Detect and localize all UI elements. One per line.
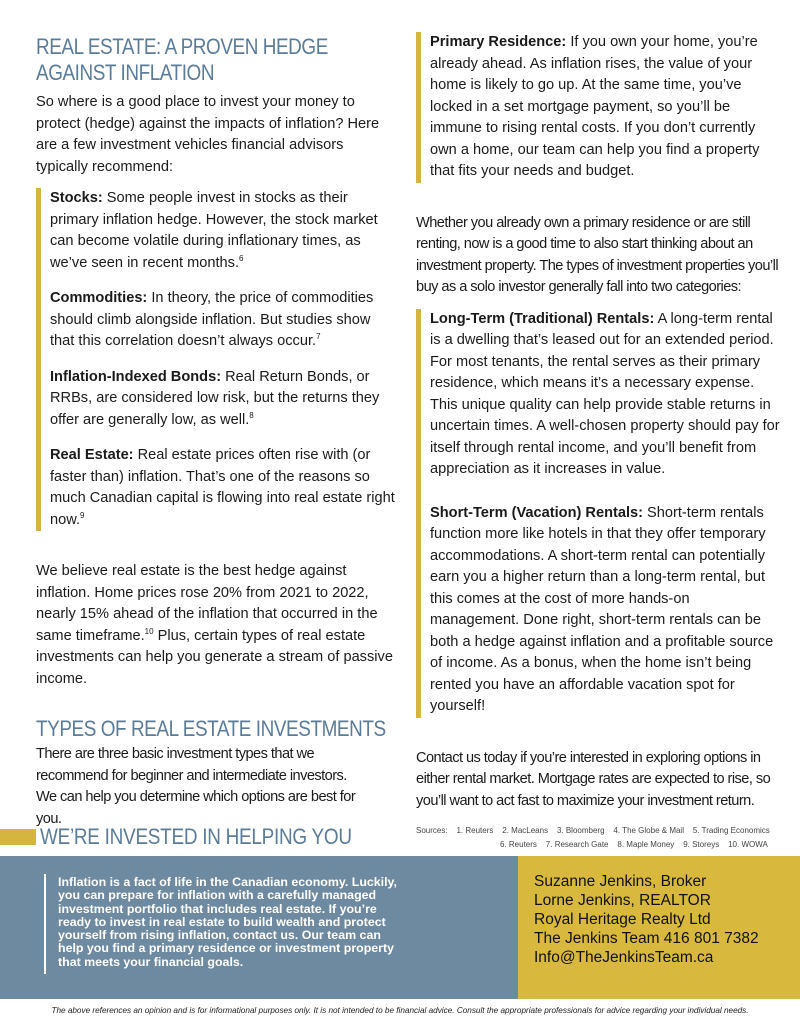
contact-line-broker: Suzanne Jenkins, Broker: [534, 873, 707, 890]
item-text: In theory, the price of commodities should climb alongside inflation. But studies show that this correlation doesn’t always occur.: [50, 290, 374, 349]
left-column: [36, 34, 398, 830]
types-paragraph: There are three basic investment types that we recommend for beginner and intermediate investors. We can help you determine which options are best for you.: [36, 746, 356, 827]
item-text: Real Return Bonds, or RRBs, are considered low risk, but the returns they offer are generally low, as well.: [50, 368, 380, 428]
list-item-bonds: [50, 367, 398, 432]
footnote-ref: 7: [316, 332, 321, 342]
belief-paragraph: [36, 561, 398, 690]
divider: [44, 874, 46, 974]
contact-details: [534, 872, 759, 967]
intro-paragraph: So where is a good place to invest your money to protect (hedge) against the impacts of inflation? Here are a few investment vehicles financial advisors typically recommend:: [36, 94, 380, 175]
list-item-short-term: [430, 503, 782, 718]
item-text: If you own your home, you’re already ahead. As inflation rises, the value of your home is likely to go up. At the same time, you’ve locked in a set mortgage payment, so you’ll be immune to rising rental costs. If you don’t currently own a home, our team can help you find a property that fits your needs and budget.: [430, 34, 760, 179]
contact-paragraph: Contact us today if you’re interested in exploring options in either rental market. Mortgage rates are expected to rise, so you’ll want to act fast to maximize your investment return.: [416, 749, 771, 809]
belief-text-a: We believe real estate is the best hedge against inflation. Home prices rose 20% from 2021 to 2022, nearly 15% ahead of the inflation that occurred in the same timeframe.: [36, 563, 378, 644]
helping-title: WE’RE INVESTED IN HELPING YOU: [40, 824, 352, 849]
contact-line-email[interactable]: Info@TheJenkinsTeam.ca: [534, 949, 714, 966]
rental-types-list: [416, 309, 782, 718]
item-label: Long-Term (Traditional) Rentals:: [430, 310, 655, 327]
item-label: Short-Term (Vacation) Rentals:: [430, 504, 643, 521]
heading-hedge-line2: AGAINST INFLATION: [36, 60, 215, 85]
item-label: Real Estate:: [50, 447, 134, 463]
heading-types: TYPES OF REAL ESTATE INVESTMENTS: [36, 716, 386, 741]
vehicles-list: [36, 188, 398, 531]
footer-message: Inflation is a fact of life in the Canadian economy. Luckily, you can prepare for inflation with a carefully managed investment portfolio that includes real estate. If you’re ready to invest in real estate to build wealth and protect yourself from rising inflation, contact us. Our team can help you find a primary residence or investment property that meets your financial goals.: [58, 875, 397, 969]
sources-list: [416, 824, 786, 852]
contact-line-realtor: Lorne Jenkins, REALTOR: [534, 892, 711, 909]
contact-line-brokerage: Royal Heritage Realty Ltd: [534, 911, 711, 928]
item-text: Real estate prices often rise with (or faster than) inflation. That’s one of the reasons so much Canadian capital is flowing into real estate right now.: [50, 447, 395, 528]
footnote-ref: 6: [239, 253, 244, 263]
contact-line-phone[interactable]: The Jenkins Team 416 801 7382: [534, 930, 759, 947]
sources-row-2: 6. Reuters 7. Research Gate 8. Maple Money 9. Storeys 10. WOWA: [500, 840, 768, 849]
list-item-long-term: [430, 309, 782, 481]
list-item-commodities: [50, 288, 398, 353]
belief-text-b: Plus, certain types of real estate investments can help you generate a stream of passive income.: [36, 627, 393, 687]
whether-paragraph: Whether you already own a primary residence or are still renting, now is a good time to also start thinking about an investment property. The types of investment properties you’ll buy as a solo investor generally fall into two categories:: [416, 214, 779, 295]
primary-residence-item: [430, 32, 782, 183]
footer-contact-panel: [518, 856, 800, 999]
item-text: Some people invest in stocks as their primary inflation hedge. However, the stock market can become volatile during inflationary times, as we’ve seen in recent months.: [50, 190, 378, 271]
list-item-stocks: [50, 188, 398, 274]
item-text: Short-term rentals function more like hotels in that they offer temporary accommodations. A short-term rental can potentially earn you a higher return than a long-term rental, but this comes at the cost of more hands-on management. Done right, short-term rentals can be both a hedge against inflation and a profitable source of income. As a bonus, when the home isn’t being rented you have an affordable vacation spot for yourself!: [430, 504, 774, 714]
footnote-ref: 9: [80, 510, 85, 520]
footnote-ref: 10: [144, 626, 154, 636]
sources-row-1: Sources: 1. Reuters 2. MacLeans 3. Bloomberg 4. The Globe & Mail 5. Trading Economics: [416, 826, 770, 835]
footnote-ref: 8: [249, 410, 254, 420]
heading-hedge-line1: REAL ESTATE: A PROVEN HEDGE: [36, 34, 328, 59]
item-label: Inflation-Indexed Bonds:: [50, 368, 222, 385]
disclaimer: The above references an opinion and is for informational purposes only. It is not intended to be financial advice. Consult the appropriate professionals for advice regarding your individual needs.: [51, 1006, 749, 1015]
right-column: [416, 32, 782, 812]
item-label: Stocks:: [50, 190, 103, 206]
item-text: A long-term rental is a dwelling that’s leased out for an extended period. For most tenants, the rental serves as their primary residence, which means it’s a necessary expense. This unique quality can help provide stable returns in uncertain times. A well-chosen property should pay for itself through rental income, and you’ll benefit from appreciation as it increases in value.: [430, 310, 780, 477]
item-label: Primary Residence:: [430, 34, 567, 50]
item-label: Commodities:: [50, 290, 148, 306]
accent-bar: [0, 829, 36, 845]
primary-residence-block: [416, 32, 782, 183]
list-item-real-estate: [50, 445, 398, 531]
footer-message-panel: [0, 856, 518, 999]
